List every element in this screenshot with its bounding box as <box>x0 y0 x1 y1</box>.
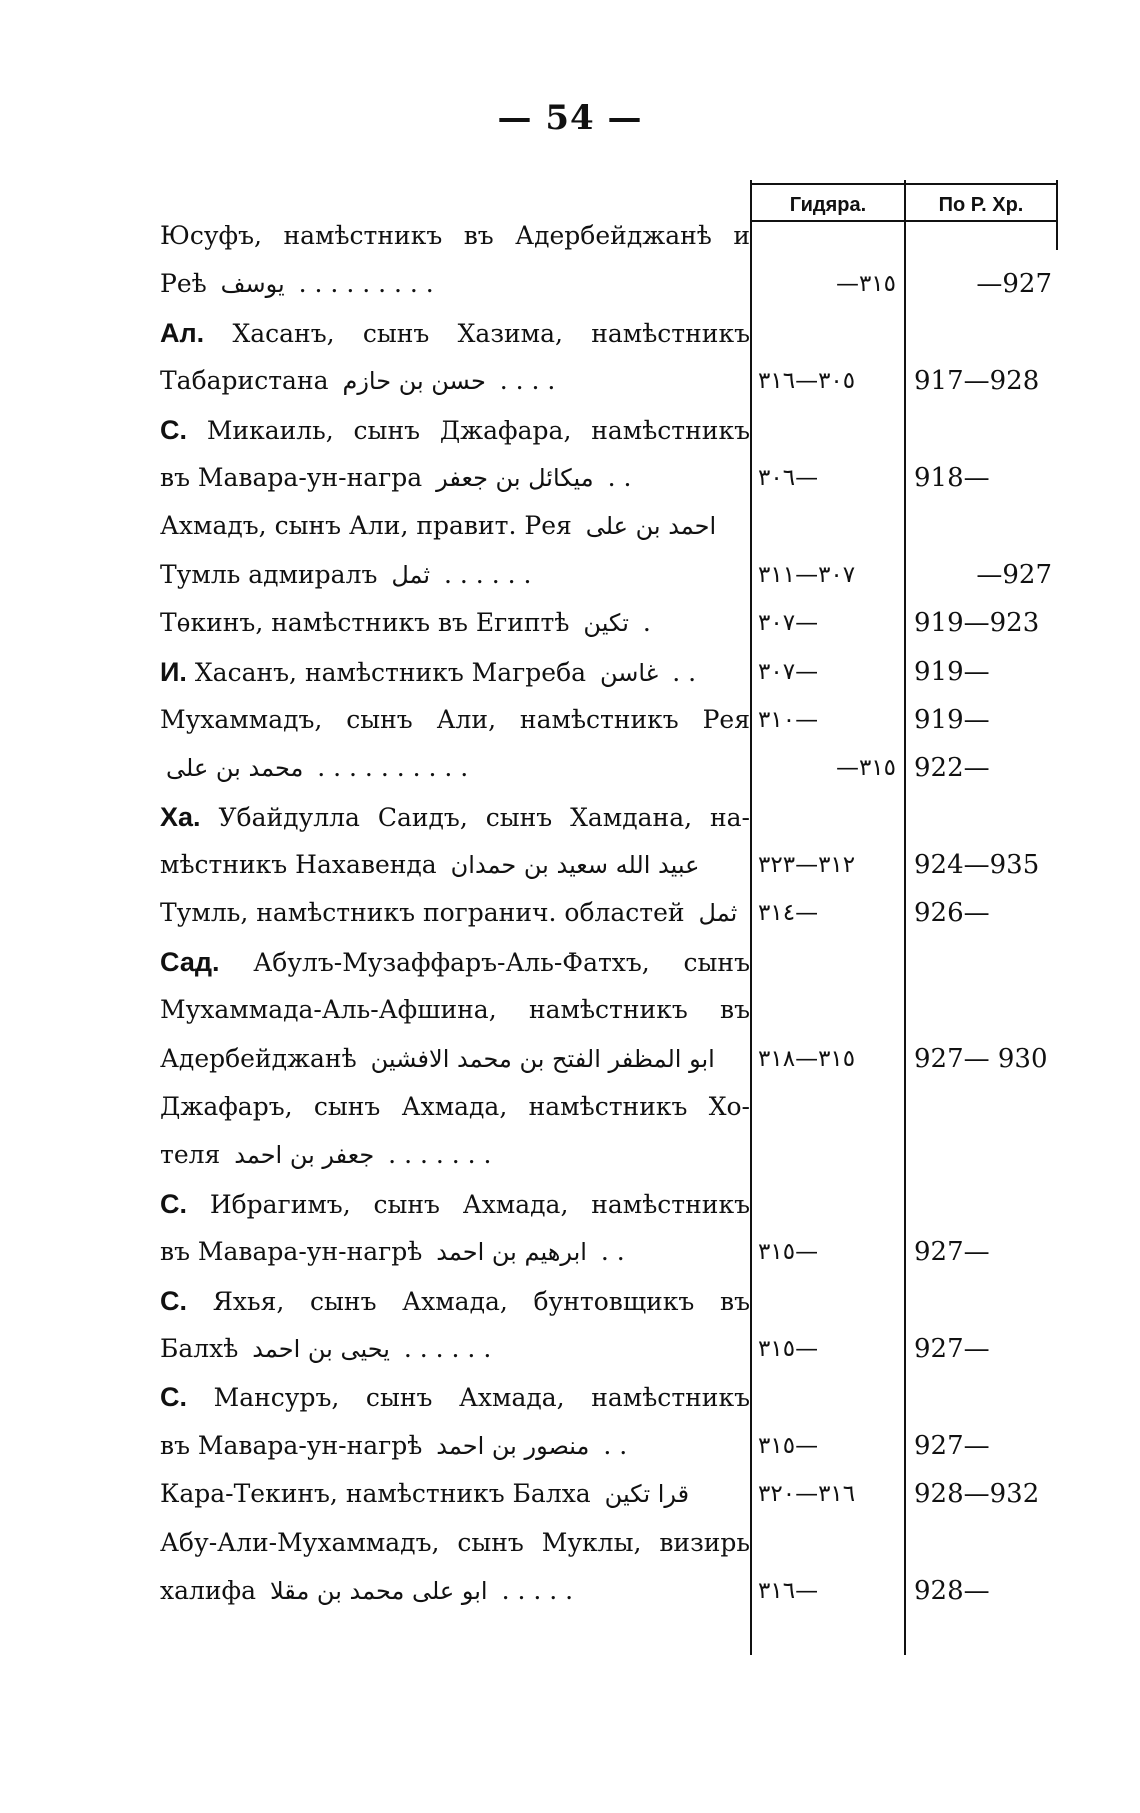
entry-text <box>160 1131 750 1179</box>
dynasty-prefix: С. <box>160 1285 187 1316</box>
hijra-date: ٣١٦—٣٢٠ <box>758 1481 856 1508</box>
entry-label: Кара-Текинъ, намѣстникъ Балха <box>160 1479 591 1509</box>
entry-text <box>160 648 750 696</box>
hijra-date: ٣٠٦— <box>758 464 819 491</box>
arabic-name: جعفر بن احمد <box>234 1141 375 1170</box>
hijra-date: ٣٠٥—٣١٦ <box>758 368 856 395</box>
entry-text <box>160 1373 750 1421</box>
arabic-name: غاسن <box>599 658 659 687</box>
leader-dots: . . <box>672 657 697 687</box>
leader-dots: . . . . . . . <box>388 1140 492 1170</box>
table-row <box>160 938 1060 986</box>
hijra-date: —٣١٥ <box>835 755 896 782</box>
ad-date: 928— <box>914 1575 990 1606</box>
entry-label: Балхѣ <box>160 1333 239 1363</box>
ad-date: 922— <box>914 753 990 784</box>
entry-label: теля <box>160 1140 221 1170</box>
leader-dots: . . <box>600 1237 625 1267</box>
entry-label: Абу-Али-Мухаммадъ, сынъ Муклы, визирь <box>160 1527 750 1557</box>
entries-table <box>160 212 1060 1615</box>
hijra-date: ٣١٥— <box>758 1239 819 1266</box>
table-row <box>160 1470 1060 1518</box>
entry-label: Ибрагимъ, сынъ Ахмада, намѣстникъ <box>209 1189 750 1219</box>
hijra-date: ٣١٥— <box>758 1335 819 1362</box>
entry-label: Тѳкинъ, намѣстникъ въ Египтѣ <box>160 608 570 638</box>
dynasty-prefix: Ал. <box>160 317 205 348</box>
ad-date: 917—928 <box>914 366 1040 397</box>
ad-date: 926— <box>914 898 990 929</box>
table-row <box>160 1035 1060 1083</box>
entry-text <box>160 599 750 647</box>
table-row <box>160 648 1060 696</box>
table-row <box>160 309 1060 357</box>
arabic-name: ابو على محمد بن مقلا <box>269 1576 488 1605</box>
table-row <box>160 502 1060 550</box>
entry-text <box>160 551 750 599</box>
ad-date: —927 <box>976 269 1052 300</box>
entry-text <box>160 1180 750 1228</box>
entry-text <box>160 986 750 1034</box>
entry-text <box>160 1567 750 1615</box>
entry-text <box>160 1325 750 1373</box>
ad-date: 924—935 <box>914 850 1040 881</box>
entry-text <box>160 502 750 550</box>
table-row <box>160 986 1060 1034</box>
entry-text <box>160 841 750 889</box>
dynasty-prefix: И. <box>160 656 187 687</box>
table-row <box>160 212 1060 260</box>
table-row <box>160 1083 1060 1131</box>
dynasty-prefix: С. <box>160 414 187 445</box>
arabic-name: ثمل <box>391 560 431 589</box>
table-row <box>160 1131 1060 1179</box>
entry-text <box>160 454 750 502</box>
leader-dots: . . <box>603 1430 628 1460</box>
table-row <box>160 793 1060 841</box>
entry-text <box>160 744 750 792</box>
entry-label: въ Мавара-ун-нагрѣ <box>160 1237 423 1267</box>
entry-label: въ Мавара-ун-награ <box>160 462 423 492</box>
ad-date: 928—932 <box>914 1479 1040 1510</box>
ad-date: 919— <box>914 704 990 735</box>
arabic-name: يحيى بن احمد <box>252 1334 390 1363</box>
table-row <box>160 889 1060 937</box>
arabic-name: محمد بن على <box>166 754 304 783</box>
leader-dots: . . . . . . . . . <box>298 269 434 299</box>
entry-text <box>160 938 750 986</box>
arabic-name: عبيد الله سعيد بن حمدان <box>450 851 700 880</box>
hijra-date: ٣١٠— <box>758 706 819 733</box>
table-row <box>160 696 1060 744</box>
dynasty-prefix: Ха. <box>160 801 201 832</box>
table-row <box>160 406 1060 454</box>
arabic-name: ميكائل بن جعفر <box>436 463 594 492</box>
arabic-name: تكين <box>583 609 629 638</box>
leader-dots: . . . . . . <box>403 1333 492 1363</box>
ad-date: —927 <box>976 559 1052 590</box>
table-row <box>160 1228 1060 1276</box>
entry-label: халифа <box>160 1575 257 1605</box>
entry-text <box>160 309 750 357</box>
entry-text <box>160 406 750 454</box>
hijra-date: ٣١٦— <box>758 1577 819 1604</box>
hijra-date: ٣٠٧—٣١١ <box>758 561 856 588</box>
entry-text <box>160 1277 750 1325</box>
ad-date: 918— <box>914 462 990 493</box>
hijra-date: ٣١٢—٣٢٣ <box>758 852 856 879</box>
entry-text <box>160 260 750 308</box>
entry-label: Мансуръ, сынъ Ахмада, намѣстникъ <box>213 1383 750 1413</box>
header-rchr: По Р. Хр. <box>938 194 1024 216</box>
table-row <box>160 1422 1060 1470</box>
entry-label: Хасанъ, сынъ Хазима, намѣстникъ <box>232 318 750 348</box>
entry-label: Табаристана <box>160 366 329 396</box>
leader-dots: . <box>642 608 651 638</box>
ad-date: 919—923 <box>914 608 1040 639</box>
leader-dots: . . <box>607 462 632 492</box>
ad-date: 927— <box>914 1237 990 1268</box>
ad-date: 927— 930 <box>914 1043 1048 1074</box>
hijra-date: ٣٠٧— <box>758 658 819 685</box>
arabic-name: ثمل <box>698 899 738 928</box>
entry-label: Ахмадъ, сынъ Али, правит. Рея <box>160 511 572 541</box>
entry-label: Яхья, сынъ Ахмада, бунтовщикъ въ <box>212 1286 750 1316</box>
entry-text <box>160 1083 750 1131</box>
hijra-date: ٣١٤— <box>758 900 819 927</box>
arabic-name: احمد بن على <box>585 512 717 541</box>
entry-label: Мухаммадъ, сынъ Али, намѣстникъ Рея <box>160 704 750 734</box>
table-row <box>160 1567 1060 1615</box>
hijra-date: —٣١٥ <box>835 271 896 298</box>
entry-label: Абулъ-Музаффаръ-Аль-Фатхъ, сынъ <box>253 947 750 977</box>
arabic-name: منصور بن احمد <box>436 1431 590 1460</box>
table-row <box>160 1325 1060 1373</box>
table-row <box>160 551 1060 599</box>
ad-date: 919— <box>914 656 990 687</box>
table-header-top-rule <box>750 183 1058 185</box>
hijra-date: ٣٠٧— <box>758 610 819 637</box>
arabic-name: حسن بن حازم <box>342 367 486 396</box>
dynasty-prefix: С. <box>160 1382 187 1413</box>
header-hijra: Гидяра. <box>789 194 867 216</box>
hijra-date: ٣١٥— <box>758 1432 819 1459</box>
table-row <box>160 1519 1060 1567</box>
entry-text <box>160 1519 750 1567</box>
entry-text <box>160 793 750 841</box>
entry-label: Тумль адмиралъ <box>160 559 378 589</box>
entry-text <box>160 696 750 744</box>
arabic-name: يوسف <box>220 270 285 299</box>
entry-text <box>160 1470 750 1518</box>
leader-dots: . . . . . <box>501 1575 574 1605</box>
arabic-name: ابرهيم بن احمد <box>436 1238 587 1267</box>
table-row <box>160 599 1060 647</box>
entry-text <box>160 1035 750 1083</box>
entry-label: Микаиль, сынъ Джафара, намѣстникъ <box>206 415 750 445</box>
entry-label: Юсуфъ, намѣстникъ въ Адербейджанѣ и <box>160 221 750 250</box>
entry-text <box>160 1422 750 1470</box>
entry-label: Тумль, намѣстникъ погранич. областей <box>160 898 685 928</box>
hijra-date: ٣١٥—٣١٨ <box>758 1045 856 1072</box>
entry-label: мѣстникъ Нахавенда <box>160 850 437 880</box>
entry-text <box>160 357 750 405</box>
arabic-name: ابو المظفر الفتح بن محمد الافشين <box>370 1044 715 1073</box>
leader-dots: . . . . . . . . . . <box>317 753 469 783</box>
dynasty-prefix: Сад. <box>160 946 220 977</box>
entry-label: въ Мавара-ун-нагрѣ <box>160 1430 423 1460</box>
ad-date: 927— <box>914 1333 990 1364</box>
table-row <box>160 1180 1060 1228</box>
dynasty-prefix: С. <box>160 1188 187 1219</box>
ad-date: 927— <box>914 1430 990 1461</box>
table-row <box>160 454 1060 502</box>
leader-dots: . . . . <box>499 366 556 396</box>
entry-text <box>160 212 750 260</box>
table-row <box>160 841 1060 889</box>
table-row <box>160 1373 1060 1421</box>
entry-text <box>160 889 750 937</box>
table-row <box>160 260 1060 308</box>
entry-label: Мухаммада-Аль-Афшина, намѣстникъ въ <box>160 995 750 1025</box>
arabic-name: قرا تكين <box>604 1480 690 1509</box>
entry-label: Убайдулла Саидъ, сынъ Хамдана, на- <box>218 802 750 832</box>
entry-label: Реѣ <box>160 269 207 299</box>
leader-dots: . . . . . . <box>444 559 532 589</box>
entry-text <box>160 1228 750 1276</box>
table-row <box>160 357 1060 405</box>
entry-label: Джафаръ, сынъ Ахмада, намѣстникъ Хо- <box>160 1092 750 1122</box>
entry-label: Адербейджанѣ <box>160 1043 357 1073</box>
table-row <box>160 1277 1060 1325</box>
page-number: — 54 — <box>497 98 643 138</box>
table-row <box>160 744 1060 792</box>
entry-label: Хасанъ, намѣстникъ Магреба <box>194 657 587 687</box>
